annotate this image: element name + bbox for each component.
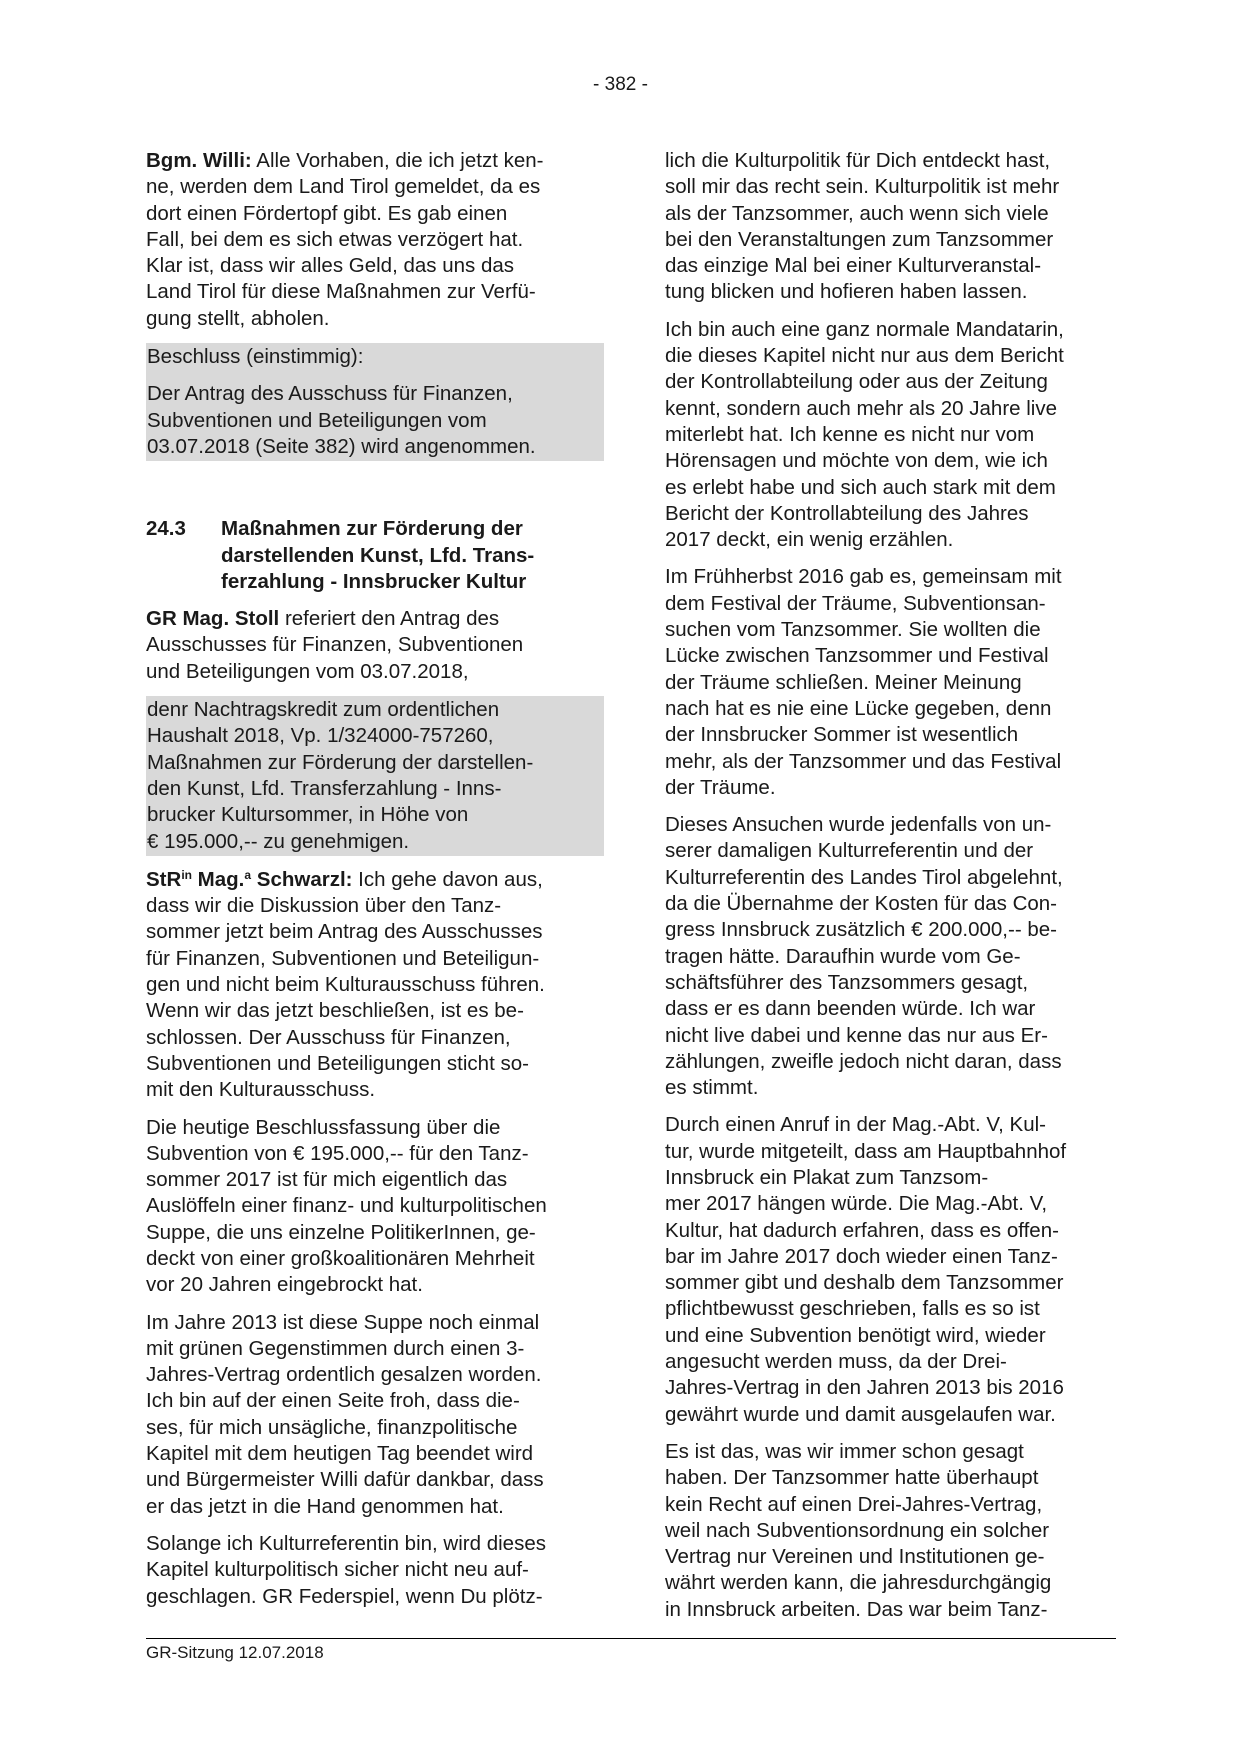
section-spacer <box>146 461 604 516</box>
footer-divider <box>146 1638 1116 1639</box>
paragraph-right-3: Im Frühherbst 2016 gab es, gemeinsam mit dem Festival der Träume, Subventionsan- suchen vom Tanzsommer. Sie wollten die Lücke zwischen Tanzsommer und Festival der Träume schließen. Meiner Meinung nach hat es nie eine Lücke gegeben, denn der Innsbrucker Sommer ist wesentlich mehr, als der Tanzsommer und das Festival der Träume. <box>665 565 1062 799</box>
section-heading <box>146 516 604 595</box>
motion-box: denr Nachtragskredit zum ordentlichen Haushalt 2018, Vp. 1/324000-757260, Maßnahmen zur Förderung der darstellen- den Kunst, Lfd. Transferzahlung - Inns- brucker Kultursommer, in Höhe von € 195.000,-- zu genehmigen. <box>146 696 604 856</box>
statement-stoll: referiert den Antrag des Ausschusses für Finanzen, Subventionen und Beteiligungen vom 03.07.2018, <box>146 607 524 683</box>
speaker-willi: Bgm. Willi: <box>146 149 252 172</box>
decision-label: Beschluss (einstimmig): <box>147 345 364 369</box>
footer-session-date: GR-Sitzung 12.07.2018 <box>146 1643 324 1662</box>
paragraph-left-3: Solange ich Kulturreferentin bin, wird dieses Kapitel kulturpolitisch sicher nicht neu auf- geschlagen. GR Federspiel, wenn Du plötz- <box>146 1531 546 1608</box>
speaker-schwarzl-title: StR <box>146 867 182 891</box>
page-number: - 382 - <box>593 74 648 95</box>
statement-schwarzl: Ich gehe davon aus, dass wir die Diskussion über den Tanz- sommer jetzt beim Antrag des Ausschusses für Finanzen, Subventionen und Beteiligun- gen und nicht beim Kulturausschuss führen. Wenn wir das jetzt beschließen, ist es be- schlossen. Der Ausschuss für Finanzen, Subventionen und Beteiligungen sticht so- mit den Kulturausschuss. <box>146 867 545 1102</box>
section-number: 24.3 <box>146 517 186 541</box>
paragraph-left-1: Die heutige Beschlussfassung über die Subvention von € 195.000,-- für den Tanz- sommer 2017 ist für mich eigentlich das Auslöffeln einer finanz- und kulturpolitischen Suppe, die uns einzelne PolitikerInnen, ge- deckt von einer großkoalitionären Mehrheit vor 20 Jahren eingebrockt hat. <box>146 1115 547 1297</box>
paragraph-stoll <box>146 606 604 685</box>
paragraph-right-6: Es ist das, was wir immer schon gesagt haben. Der Tanzsommer hatte überhaupt kein Recht auf einen Drei-Jahres-Vertrag, weil nach Subventionsordnung ein solcher Vertrag nur Vereinen und Institutionen ge- währt werden kann, die jahresdurchgängig in Innsbruck arbeiten. Das war beim Tanz- <box>665 1439 1052 1621</box>
speaker-schwarzl-sup2: a <box>244 867 252 882</box>
right-column <box>665 148 1123 1634</box>
left-column <box>146 148 604 1621</box>
decision-box <box>146 343 604 461</box>
speaker-schwarzl <box>146 868 352 891</box>
decision-text: Der Antrag des Ausschuss für Finanzen, Subventionen und Beteiligungen vom 03.07.2018 (Seite 382) wird angenommen. <box>147 382 536 458</box>
speaker-schwarzl-sup1: in <box>181 867 192 882</box>
paragraph-schwarzl <box>146 867 604 1104</box>
paragraph-right-2: Ich bin auch eine ganz normale Mandatarin, die dieses Kapitel nicht nur aus dem Bericht der Kontrollabteilung oder aus der Zeitung kennt, sondern auch mehr als 20 Jahre live miterlebt hat. Ich kenne es nicht nur vom Hörensagen und möchte von dem, wie ich es erlebt habe und sich auch stark mit dem Bericht der Kontrollabteilung des Jahres 2017 deckt, ein wenig erzählen. <box>665 317 1064 552</box>
paragraph-right-4: Dieses Ansuchen wurde jedenfalls von un- serer damaligen Kulturreferentin und der Kulturreferentin des Landes Tirol abgelehnt, da die Übernahme der Kosten für das Con- gress Innsbruck zusätzlich € 200.000,-- be- tragen hätte. Daraufhin wurde vom Ge- schäftsführer des Tanzsommers gesagt, dass er es dann beenden würde. Ich war nicht live dabei und kenne das nur aus Er- zählungen, zweifle jedoch nicht daran, dass es stimmt. <box>665 813 1063 1100</box>
paragraph-right-5: Durch einen Anruf in der Mag.-Abt. V, Kul- tur, wurde mitgeteilt, dass am Hauptbahnhof Innsbruck ein Plakat zum Tanzsom- mer 2017 hängen würde. Die Mag.-Abt. V, Kultur, hat dadurch erfahren, dass es offen- bar im Jahre 2017 doch wieder einen Tanz- sommer gibt und deshalb dem Tanzsommer pflichtbewusst geschrieben, falls es so ist und eine Subvention benötigt wird, wieder angesucht werden muss, da der Drei- Jahres-Vertrag in den Jahren 2013 bis 2016 gewährt wurde und damit ausgelaufen war. <box>665 1113 1067 1426</box>
paragraph-left-2: Im Jahre 2013 ist diese Suppe noch einmal mit grünen Gegenstimmen durch einen 3- Jahres-Vertrag ordentlich gesalzen worden. Ich bin auf der einen Seite froh, dass die- ses, für mich unsägliche, finanzpolitische Kapitel mit dem heutigen Tag beendet wird und Bürgermeister Willi dafür dankbar, dass er das jetzt in die Hand genommen hat. <box>146 1310 544 1518</box>
paragraph-willi <box>146 148 604 332</box>
section-title: Maßnahmen zur Förderung der darstellenden Kunst, Lfd. Trans- ferzahlung - Innsbrucker Kultur <box>221 517 535 593</box>
speaker-stoll: GR Mag. Stoll <box>146 607 280 631</box>
speaker-schwarzl-name: Schwarzl: <box>251 867 353 891</box>
paragraph-right-1: lich die Kulturpolitik für Dich entdeckt hast, soll mir das recht sein. Kulturpolitik ist mehr als der Tanzsommer, auch wenn sich viele bei den Veranstaltungen zum Tanzsommer das einzige Mal bei einer Kulturveranstal- tung blicken und hofieren haben lassen. <box>665 149 1060 304</box>
statement-willi: Alle Vorhaben, die ich jetzt ken- ne, werden dem Land Tirol gemeldet, da es dort einen Fördertopf gibt. Es gab einen Fall, bei dem es sich etwas verzögert hat. Klar ist, dass wir alles Geld, das uns das Land Tirol für diese Maßnahmen zur Verfü- gung stellt, abholen. <box>146 149 544 330</box>
speaker-schwarzl-degree: Mag. <box>191 867 245 891</box>
